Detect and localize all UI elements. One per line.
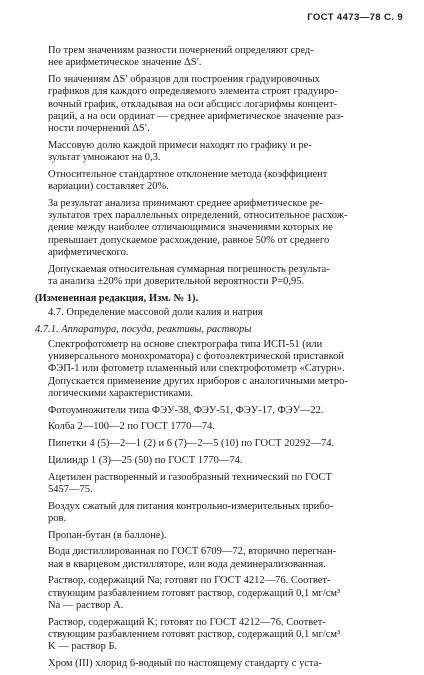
- paragraph: [35, 198, 397, 259]
- text-line: Раствор, содержащий K; готовят по ГОСТ 4212—76. Соответ-: [48, 616, 326, 628]
- text-line: За результат анализа принимают среднее арифметическое ре-: [48, 197, 324, 209]
- text-line: Спектрофотометр на основе спектрографа типа ИСП-51 (или: [48, 338, 323, 350]
- text-line: вариации) составляет 20%.: [48, 181, 169, 192]
- paragraph: [35, 438, 397, 450]
- text-line: дение между наиболее отличающимися значениями которых не: [48, 222, 333, 234]
- text-line: нее арифметическое значение ΔS′.: [48, 57, 202, 69]
- text-line: Хром (III) хлорид 6-водный по настоящему стандарту с уста-: [48, 657, 322, 669]
- text-line: (Измененная редакция, Изм. № 1).: [35, 292, 199, 304]
- paragraph: [35, 455, 397, 467]
- text-line: графиков для каждого определяемого элемента строят градуиро-: [48, 86, 338, 98]
- paragraph: [35, 339, 397, 400]
- paragraph: [35, 264, 397, 289]
- text-line: По трем значениям разности почернений определяют сред-: [48, 45, 314, 56]
- text-line: универсального монохроматора) с фотоэлектрической приставкой: [48, 351, 345, 362]
- paragraph: [35, 45, 397, 70]
- text-line: превышает допускаемое расхождение, равное 50% от среднего: [48, 234, 330, 246]
- text-line: ствующим разбавлением готовят раствор, содержащий 0,1 мг/см³: [48, 628, 341, 640]
- text-line: Na — раствор А.: [48, 599, 124, 611]
- text-line: 4.7.1. Аппаратура, посуда, реактивы, растворы: [35, 323, 252, 335]
- text-line: Колба 2—100—2 по ГОСТ 1770—74.: [48, 421, 216, 433]
- text-line: зультатов трех параллельных определений, относительное расхож-: [48, 210, 348, 221]
- text-line: Вода дистиллированная по ГОСТ 6709—72, вторично перегнан-: [48, 546, 337, 558]
- paragraph: [35, 421, 397, 433]
- paragraph: [35, 617, 397, 654]
- amendment-note: [35, 293, 397, 305]
- paragraph: [35, 575, 397, 612]
- paragraph: [35, 546, 397, 571]
- text-line: Относительное стандартное отклонение метода (коэффициент: [48, 168, 328, 180]
- text-line: логическими характеристиками.: [48, 387, 194, 399]
- text-line: Цилиндр 1 (3)—25 (50) по ГОСТ 1770—74.: [48, 454, 243, 466]
- text-line: арифметического.: [48, 246, 129, 258]
- text-line: Допускается применение других приборов с аналогичными метро-: [48, 375, 348, 387]
- document-body: [35, 45, 397, 675]
- text-line: зультат умножают на 0,3.: [48, 152, 161, 163]
- paragraph: [35, 501, 397, 526]
- text-line: K — раствор Б.: [48, 641, 118, 652]
- paragraph: [35, 472, 397, 497]
- page-header: ГОСТ 4473—78 С. 9: [307, 12, 403, 23]
- text-line: Фотоумножители типа ФЭУ-38, ФЭУ-51, ФЭУ-17, ФЭУ—22.: [48, 404, 324, 416]
- paragraph: [35, 169, 397, 194]
- text-line: Массовую долю каждой примеси находят по графику и ре-: [48, 139, 312, 151]
- text-line: ров.: [48, 512, 67, 524]
- text-line: Допускаемая относительная суммарная погрешность результа-: [48, 263, 330, 275]
- paragraph: [35, 307, 397, 319]
- text-line: та анализа ±20% при доверительной вероятности P=0,95.: [48, 275, 305, 287]
- text-line: раций, а на оси ординат — среднее арифметическое значение раз-: [48, 110, 344, 122]
- text-line: Раствор, содержащий Na; готовят по ГОСТ 4212—76. Соответ-: [48, 575, 331, 587]
- text-line: По значениям ΔS′ образцов для построения градуировочных: [48, 74, 320, 85]
- text-line: вочный график, откладывая на оси абсцисс логарифмы концент-: [48, 98, 338, 110]
- paragraph: [35, 658, 397, 670]
- paragraph: [35, 74, 397, 135]
- paragraph: [35, 530, 397, 542]
- text-line: ФЭП-1 или фотометр пламенный или спектрофотометр «Сатурн».: [48, 363, 345, 375]
- text-line: Пипетки 4 (5)—2—1 (2) и 6 (7)—2—5 (10) по ГОСТ 20292—74.: [48, 438, 335, 449]
- paragraph: [35, 140, 397, 165]
- text-line: Воздух сжатый для питания контрольно-измерительных прибо-: [48, 500, 334, 512]
- paragraph: [35, 405, 397, 417]
- text-line: Ацетилен растворенный и газообразный технический по ГОСТ: [48, 471, 332, 483]
- text-line: Пропан-бутан (в баллоне).: [48, 529, 167, 541]
- subsection-heading: [35, 324, 397, 336]
- text-line: ная в кварцевом дистилляторе, или вода деминерализованная.: [48, 558, 326, 570]
- text-line: ствующим разбавлением готовят раствор, содержащий 0,1 мг/см³: [48, 587, 341, 599]
- text-line: ности почернений ΔS′.: [48, 123, 150, 134]
- text-line: 5457—75.: [48, 483, 93, 495]
- text-line: 4.7. Определение массовой доли калия и натрия: [48, 306, 263, 318]
